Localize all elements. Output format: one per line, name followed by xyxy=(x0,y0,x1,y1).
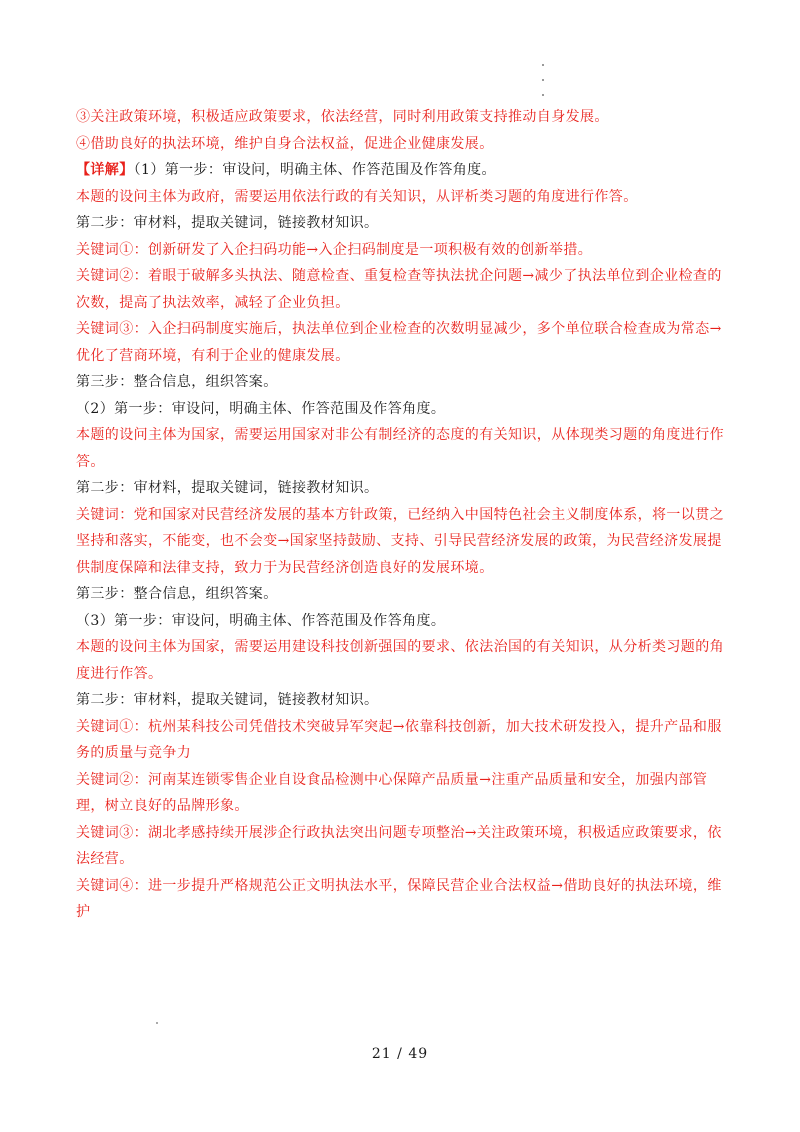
current-page: 21 xyxy=(371,1046,392,1062)
total-pages: 49 xyxy=(408,1046,429,1062)
answer-content xyxy=(76,104,728,926)
paragraph-keyword-3-3: 关键词③：湖北孝感持续开展涉企行政执法突出问题专项整治→关注政策环境，积极适应政策要求，依法经营。 xyxy=(76,824,722,867)
dot xyxy=(542,79,544,81)
detail-tag: 【详解】 xyxy=(76,162,134,178)
detail-step1-text: （1）第一步：审设问，明确主体、作答范围及作答角度。 xyxy=(133,162,496,178)
paragraph-subject-3: 本题的设问主体为国家，需要运用建设科技创新强国的要求、依法治国的有关知识，从分析类习题的角度进行作答。 xyxy=(76,639,724,682)
paragraph-keyword-3-1: 关键词①：杭州某科技公司凭借技术突破异军突起→依靠科技创新，加大技术研发投入，提升产品和服务的质量与竞争力 xyxy=(76,718,722,761)
paragraph-keyword-1-3: 关键词③：入企扫码制度实施后，执法单位到企业检查的次数明显减少，多个单位联合检查成为常态→优化了营商环境，有利于企业的健康发展。 xyxy=(76,321,722,364)
paragraph-keyword-3-4: 关键词④：进一步提升严格规范公正文明执法水平，保障民营企业合法权益→借助良好的执法环境，维护 xyxy=(76,877,722,920)
paragraph-keyword-1-1: 关键词①：创新研发了入企扫码功能→入企扫码制度是一项积极有效的创新举措。 xyxy=(76,241,593,258)
paragraph-law-enforcement: ④借助良好的执法环境，维护自身合法权益，促进企业健康发展。 xyxy=(76,135,494,152)
header-dots xyxy=(542,64,548,109)
dot xyxy=(542,64,544,66)
paragraph-keyword-2: 关键词：党和国家对民营经济发展的基本方针政策，已经纳入中国特色社会主义制度体系，将一以贯之坚持和落实，不能变，也不会变→国家坚持鼓励、支持、引导民营经济发展的政策，为民营经济发展提供制度保障和法律支持，致力于为民营经济创造良好的发展环境。 xyxy=(76,506,724,576)
paragraph-subject-2: 本题的设问主体为国家，需要运用国家对非公有制经济的态度的有关知识，从体现类习题的角度进行作答。 xyxy=(76,427,724,470)
paragraph-step2-1: 第二步：审材料，提取关键词，链接教材知识。 xyxy=(76,215,379,231)
paragraph-step2-2: 第二步：审材料，提取关键词，链接教材知识。 xyxy=(76,480,379,496)
page-number xyxy=(0,1046,800,1062)
paragraph-step1-3: （3）第一步：审设问，明确主体、作答范围及作答角度。 xyxy=(76,612,446,629)
paragraph-subject-1: 本题的设问主体为政府，需要运用依法行政的有关知识，从评析类习题的角度进行作答。 xyxy=(76,188,638,205)
paragraph-detail-step1 xyxy=(76,157,728,184)
paragraph-step3-2: 第三步：整合信息，组织答案。 xyxy=(76,586,278,602)
paragraph-step1-2: （2）第一步：审设问，明确主体、作答范围及作答角度。 xyxy=(76,400,446,417)
paragraph-step2-3: 第二步：审材料，提取关键词，链接教材知识。 xyxy=(76,692,379,708)
page-separator: / xyxy=(397,1046,403,1062)
paragraph-step3-1: 第三步：整合信息，组织答案。 xyxy=(76,374,278,390)
paragraph-keyword-1-2: 关键词②：着眼于破解多头执法、随意检查、重复检查等执法扰企问题→减少了执法单位到企业检查的次数，提高了执法效率，减轻了企业负担。 xyxy=(76,268,722,311)
dot xyxy=(542,94,544,96)
scan-speck xyxy=(156,1022,158,1024)
paragraph-keyword-3-2: 关键词②：河南某连锁零售企业自设食品检测中心保障产品质量→注重产品质量和安全，加强内部管理，树立良好的品牌形象。 xyxy=(76,771,708,814)
paragraph-policy-environment: ③关注政策环境，积极适应政策要求，依法经营，同时利用政策支持推动自身发展。 xyxy=(76,109,609,125)
